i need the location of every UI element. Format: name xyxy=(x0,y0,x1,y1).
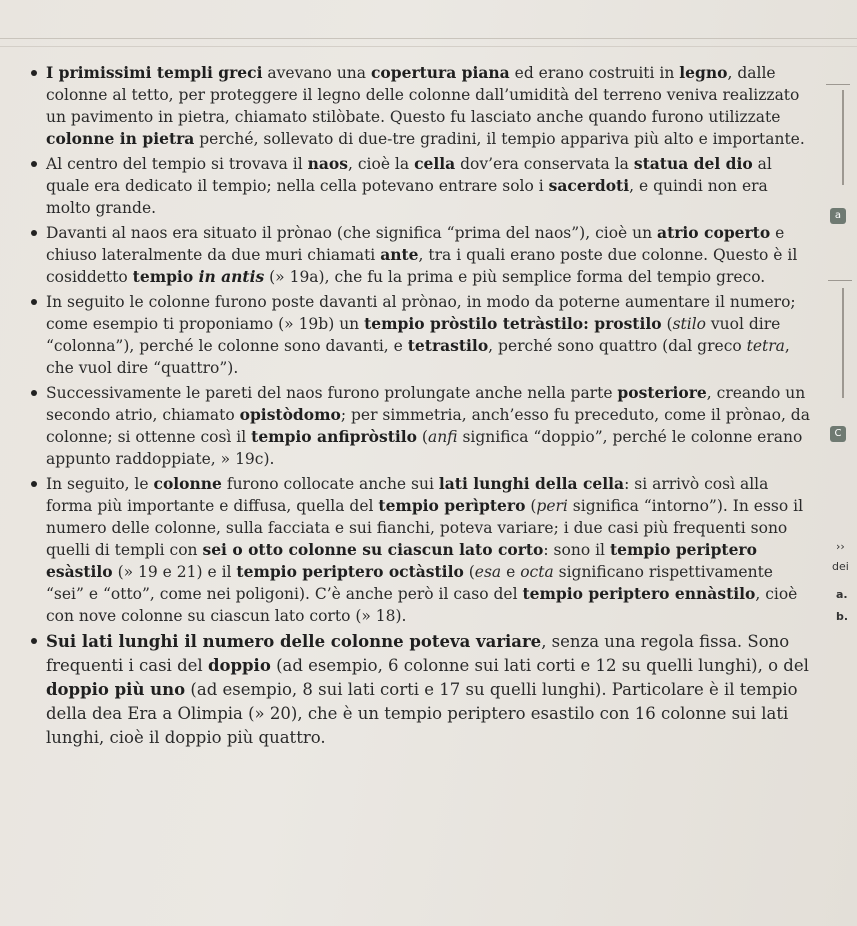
text-segment: (ad esempio, 6 colonne sui lati corti e 12 su quelli lunghi), o del xyxy=(270,656,809,675)
bullet-paragraph xyxy=(30,382,815,470)
text-segment: , senza una regola fissa. Sono frequenti i casi del xyxy=(46,632,790,675)
text-segment: : sono il xyxy=(543,541,610,559)
margin-rule xyxy=(828,280,852,281)
bold-term: posteriore xyxy=(617,383,707,402)
text-segment: In seguito, le xyxy=(46,475,154,493)
text-segment: dov’era conservata la xyxy=(455,155,634,173)
italic-term: esa xyxy=(474,563,502,581)
text-segment: Davanti al naos era situato il prònao (che significa “prima del naos”), cioè un xyxy=(46,224,658,242)
bold-term: copertura piana xyxy=(370,63,510,82)
italic-term: peri xyxy=(536,497,568,515)
text-segment: ; per simmetria, anch’esso fu preceduto, come il prònao, da colonne; si ottenne così il xyxy=(46,406,810,446)
bullet-paragraph xyxy=(30,153,815,219)
text-segment: ( xyxy=(661,315,673,333)
bold-term: tempio periptero ennàstilo xyxy=(522,584,756,603)
main-text-column xyxy=(30,62,815,753)
text-segment: , e quindi non era molto grande. xyxy=(46,177,768,217)
text-segment: stilòbate xyxy=(312,108,381,126)
bold-term: tempio periptero esàstilo xyxy=(46,540,757,581)
bold-term: Sui lati lunghi il numero delle colonne poteva variare xyxy=(46,632,542,651)
text-segment: Successivamente le pareti del naos furono prolungate anche nella parte xyxy=(46,384,618,402)
bold-term: tempio perìptero xyxy=(378,496,526,515)
bold-term: lati lunghi della cella xyxy=(438,474,625,493)
bold-term: naos xyxy=(307,154,348,173)
bullet-paragraph xyxy=(30,630,815,750)
text-segment: furono collocate anche sui xyxy=(221,475,439,493)
text-segment: perché, sollevato di due-tre gradini, il tempio appariva più alto e importante. xyxy=(194,130,805,148)
bold-term: doppio più uno xyxy=(46,680,186,699)
text-segment: e chiuso lateralmente da due muri chiamati xyxy=(46,224,785,264)
bold-term: I primissimi templi greci xyxy=(46,63,263,82)
margin-text-b: b. xyxy=(836,610,849,623)
text-segment: Al centro del tempio si trovava il xyxy=(46,155,308,173)
bold-term: legno xyxy=(679,63,728,82)
right-margin-strip xyxy=(822,60,857,926)
text-segment: ed erano costruiti in xyxy=(509,64,680,82)
margin-text-dei: dei xyxy=(832,560,849,573)
text-segment: , che vuol dire “quattro”). xyxy=(46,337,790,377)
bold-term: cella xyxy=(414,154,456,173)
bold-term: tempio xyxy=(132,267,199,286)
margin-label-c: C xyxy=(830,426,846,442)
bold-term: tetrastilo xyxy=(407,336,489,355)
bold-term: tempio anfipròstilo xyxy=(251,427,417,446)
text-segment: In seguito le colonne furono poste davanti al prònao, in modo da poterne aumentare il numero; come esempio ti proponiamo (» 19b) un xyxy=(46,293,796,333)
bullet-list xyxy=(30,62,815,750)
bold-term: atrio coperto xyxy=(657,223,771,242)
bullet-paragraph xyxy=(30,473,815,627)
text-segment: e xyxy=(501,563,521,581)
text-segment: vuol dire “colonna”), perché le colonne sono davanti, e xyxy=(46,315,781,355)
text-segment: , perché sono quattro (dal greco xyxy=(488,337,747,355)
text-segment: . Questo fu lasciato anche quando furono utilizzate xyxy=(380,108,781,126)
text-segment: (ad esempio, 8 sui lati corti e 17 su quelli lunghi). Particolare è il tempio della dea Era a Olimpia (» 20), che è un tempio periptero esastilo con 16 colonne sui lati lunghi, cioè il doppio più quattro. xyxy=(46,680,798,747)
italic-term: octa xyxy=(520,563,554,581)
text-segment: significa “intorno”). In esso il numero delle colonne, sulla facciata e sui fianchi, poteva variare; i due casi più frequenti sono quelli di templi con xyxy=(46,497,804,559)
italic-term: anfi xyxy=(427,428,458,446)
text-segment: (» 19a), che fu la prima e più semplice forma del tempio greco. xyxy=(264,268,766,286)
bold-term: tempio pròstilo tetràstilo: prostilo xyxy=(364,314,662,333)
bold-term: ante xyxy=(380,245,419,264)
margin-label-a: a xyxy=(830,208,846,224)
text-segment: (» 19 e 21) e il xyxy=(112,563,237,581)
bullet-paragraph xyxy=(30,291,815,379)
margin-figure-edge xyxy=(842,90,844,185)
text-segment: , cioè la xyxy=(348,155,415,173)
margin-figure-edge xyxy=(842,288,844,398)
italic-term: stilo xyxy=(672,315,706,333)
text-segment: al quale era dedicato il tempio; nella cella potevano entrare solo i xyxy=(46,155,772,195)
bold-term: statua del dio xyxy=(633,154,753,173)
top-rule xyxy=(0,38,857,39)
bold-term xyxy=(199,267,265,286)
bold-term: sacerdoti xyxy=(548,176,630,195)
text-segment: : si arrivò così alla forma più importante e diffusa, quella del xyxy=(46,475,769,515)
text-segment: , tra i quali erano poste due colonne. Questo è il cosiddetto xyxy=(46,246,798,286)
margin-rule xyxy=(826,84,850,85)
text-segment: ( xyxy=(463,563,475,581)
text-segment: significa “doppio”, perché le colonne erano appunto raddoppiate, » 19c). xyxy=(46,428,803,468)
text-segment: , creando un secondo atrio, chiamato xyxy=(46,384,806,424)
bold-term: doppio xyxy=(207,656,271,675)
italic-term: tetra xyxy=(746,337,785,355)
text-segment: , dalle colonne al tetto, per proteggere il legno delle colonne dall’umidità del terreno veniva realizzato un pavimento in pietra, chiamato xyxy=(46,64,800,126)
bold-term: sei o otto colonne su ciascun lato corto xyxy=(202,540,544,559)
text-segment: ( xyxy=(416,428,428,446)
text-segment: , cioè con nove colonne su ciascun lato corto (» 18). xyxy=(46,585,798,625)
bold-term: tempio periptero octàstilo xyxy=(236,562,464,581)
text-segment: avevano una xyxy=(262,64,371,82)
top-rule-secondary xyxy=(0,46,857,47)
bullet-paragraph xyxy=(30,62,815,150)
bold-term: colonne xyxy=(153,474,222,493)
bold-term: opistòdomo xyxy=(239,405,341,424)
bullet-paragraph xyxy=(30,222,815,288)
emphasis-text: in antis xyxy=(198,267,265,286)
text-segment: significano rispettivamente “sei” e “otto”, come nei poligoni). C’è anche però il caso del xyxy=(46,563,773,603)
margin-text-a: a. xyxy=(836,588,848,601)
text-segment: ( xyxy=(525,497,537,515)
margin-arrow-mark: ›› xyxy=(836,540,845,553)
bold-term: colonne in pietra xyxy=(46,129,195,148)
